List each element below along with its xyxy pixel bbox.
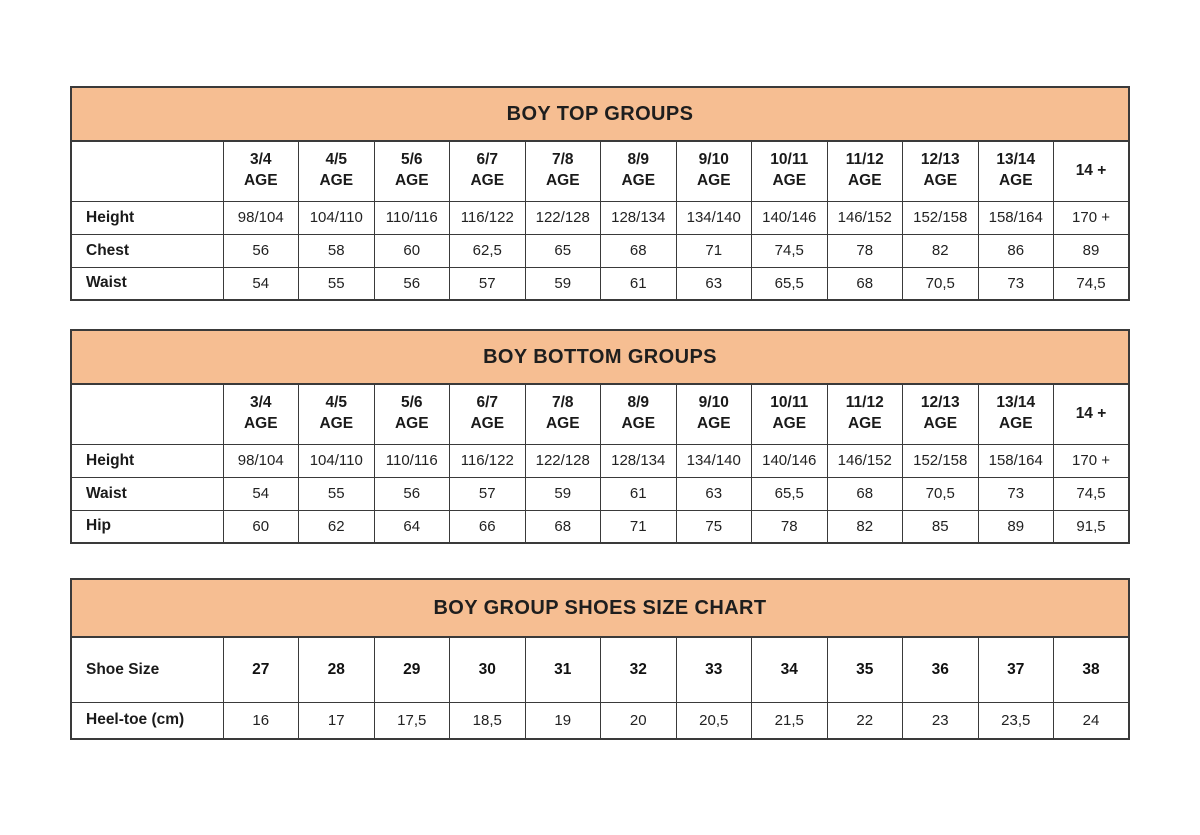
value-cell: 110/116 (374, 201, 450, 234)
value-cell: 70,5 (903, 267, 979, 300)
value-cell: 23,5 (978, 702, 1054, 739)
corner-cell (71, 141, 223, 201)
value-cell: 54 (223, 477, 299, 510)
tables-container (70, 86, 1130, 740)
value-cell: 140/146 (752, 444, 828, 477)
row-label: Hip (71, 510, 223, 543)
value-cell: 23 (903, 702, 979, 739)
age-header-cell: 13/14 AGE (978, 141, 1054, 201)
value-cell: 28 (299, 637, 375, 702)
value-cell: 38 (1054, 637, 1130, 702)
table-title: BOY TOP GROUPS (71, 87, 1129, 141)
value-cell: 34 (752, 637, 828, 702)
value-cell: 61 (601, 267, 677, 300)
value-cell: 55 (299, 477, 375, 510)
value-cell: 29 (374, 637, 450, 702)
value-cell: 104/110 (299, 201, 375, 234)
value-cell: 116/122 (450, 444, 526, 477)
age-header-cell: 7/8 AGE (525, 141, 601, 201)
age-header-cell: 8/9 AGE (601, 141, 677, 201)
value-cell: 128/134 (601, 444, 677, 477)
value-cell: 128/134 (601, 201, 677, 234)
age-header-cell: 9/10 AGE (676, 141, 752, 201)
value-cell: 86 (978, 234, 1054, 267)
value-cell: 33 (676, 637, 752, 702)
value-cell: 74,5 (1054, 477, 1130, 510)
value-cell: 146/152 (827, 201, 903, 234)
value-cell: 66 (450, 510, 526, 543)
value-cell: 91,5 (1054, 510, 1130, 543)
value-cell: 152/158 (903, 201, 979, 234)
value-cell: 57 (450, 477, 526, 510)
value-cell: 70,5 (903, 477, 979, 510)
value-cell: 56 (374, 267, 450, 300)
value-cell: 110/116 (374, 444, 450, 477)
value-cell: 54 (223, 267, 299, 300)
age-header-cell: 13/14 AGE (978, 384, 1054, 444)
boy-shoes-size-table (70, 578, 1130, 740)
value-cell: 58 (299, 234, 375, 267)
row-label: Waist (71, 477, 223, 510)
row-label: Shoe Size (71, 637, 223, 702)
value-cell: 134/140 (676, 201, 752, 234)
row-label: Chest (71, 234, 223, 267)
value-cell: 27 (223, 637, 299, 702)
value-cell: 63 (676, 477, 752, 510)
value-cell: 68 (601, 234, 677, 267)
value-cell: 89 (978, 510, 1054, 543)
value-cell: 17 (299, 702, 375, 739)
value-cell: 65,5 (752, 267, 828, 300)
value-cell: 170 + (1054, 444, 1130, 477)
value-cell: 74,5 (752, 234, 828, 267)
value-cell: 122/128 (525, 201, 601, 234)
value-cell: 62 (299, 510, 375, 543)
value-cell: 57 (450, 267, 526, 300)
value-cell: 16 (223, 702, 299, 739)
value-cell: 74,5 (1054, 267, 1130, 300)
value-cell: 60 (223, 510, 299, 543)
value-cell: 78 (827, 234, 903, 267)
age-header-cell: 6/7 AGE (450, 141, 526, 201)
value-cell: 37 (978, 637, 1054, 702)
boy-bottom-groups-table (70, 329, 1130, 544)
value-cell: 59 (525, 477, 601, 510)
value-cell: 65,5 (752, 477, 828, 510)
value-cell: 21,5 (752, 702, 828, 739)
table-title: BOY BOTTOM GROUPS (71, 330, 1129, 384)
age-header-cell: 6/7 AGE (450, 384, 526, 444)
value-cell: 22 (827, 702, 903, 739)
value-cell: 65 (525, 234, 601, 267)
age-header-cell: 5/6 AGE (374, 384, 450, 444)
value-cell: 78 (752, 510, 828, 543)
value-cell: 170 + (1054, 201, 1130, 234)
value-cell: 140/146 (752, 201, 828, 234)
value-cell: 56 (223, 234, 299, 267)
value-cell: 98/104 (223, 201, 299, 234)
value-cell: 158/164 (978, 444, 1054, 477)
value-cell: 55 (299, 267, 375, 300)
age-header-cell: 14 + (1054, 384, 1130, 444)
value-cell: 122/128 (525, 444, 601, 477)
value-cell: 146/152 (827, 444, 903, 477)
corner-cell (71, 384, 223, 444)
value-cell: 63 (676, 267, 752, 300)
age-header-cell: 7/8 AGE (525, 384, 601, 444)
age-header-cell: 14 + (1054, 141, 1130, 201)
value-cell: 56 (374, 477, 450, 510)
value-cell: 75 (676, 510, 752, 543)
age-header-cell: 8/9 AGE (601, 384, 677, 444)
value-cell: 20 (601, 702, 677, 739)
row-label: Height (71, 444, 223, 477)
value-cell: 59 (525, 267, 601, 300)
value-cell: 60 (374, 234, 450, 267)
value-cell: 85 (903, 510, 979, 543)
age-header-cell: 10/11 AGE (752, 141, 828, 201)
value-cell: 36 (903, 637, 979, 702)
value-cell: 61 (601, 477, 677, 510)
age-header-cell: 9/10 AGE (676, 384, 752, 444)
value-cell: 71 (676, 234, 752, 267)
age-header-cell: 5/6 AGE (374, 141, 450, 201)
value-cell: 158/164 (978, 201, 1054, 234)
age-header-cell: 4/5 AGE (299, 141, 375, 201)
value-cell: 20,5 (676, 702, 752, 739)
row-label: Height (71, 201, 223, 234)
value-cell: 19 (525, 702, 601, 739)
value-cell: 89 (1054, 234, 1130, 267)
age-header-cell: 12/13 AGE (903, 141, 979, 201)
value-cell: 62,5 (450, 234, 526, 267)
row-label: Waist (71, 267, 223, 300)
age-header-cell: 4/5 AGE (299, 384, 375, 444)
value-cell: 68 (827, 267, 903, 300)
age-header-cell: 12/13 AGE (903, 384, 979, 444)
value-cell: 134/140 (676, 444, 752, 477)
value-cell: 71 (601, 510, 677, 543)
value-cell: 24 (1054, 702, 1130, 739)
value-cell: 68 (827, 477, 903, 510)
age-header-cell: 3/4 AGE (223, 141, 299, 201)
age-header-cell: 11/12 AGE (827, 384, 903, 444)
value-cell: 31 (525, 637, 601, 702)
value-cell: 116/122 (450, 201, 526, 234)
row-label: Heel-toe (cm) (71, 702, 223, 739)
value-cell: 30 (450, 637, 526, 702)
table-title: BOY GROUP SHOES SIZE CHART (71, 579, 1129, 637)
value-cell: 68 (525, 510, 601, 543)
value-cell: 98/104 (223, 444, 299, 477)
value-cell: 17,5 (374, 702, 450, 739)
value-cell: 18,5 (450, 702, 526, 739)
value-cell: 104/110 (299, 444, 375, 477)
value-cell: 82 (903, 234, 979, 267)
value-cell: 64 (374, 510, 450, 543)
age-header-cell: 3/4 AGE (223, 384, 299, 444)
value-cell: 82 (827, 510, 903, 543)
age-header-cell: 10/11 AGE (752, 384, 828, 444)
value-cell: 73 (978, 267, 1054, 300)
value-cell: 35 (827, 637, 903, 702)
value-cell: 152/158 (903, 444, 979, 477)
value-cell: 73 (978, 477, 1054, 510)
age-header-cell: 11/12 AGE (827, 141, 903, 201)
boy-top-groups-table (70, 86, 1130, 301)
value-cell: 32 (601, 637, 677, 702)
